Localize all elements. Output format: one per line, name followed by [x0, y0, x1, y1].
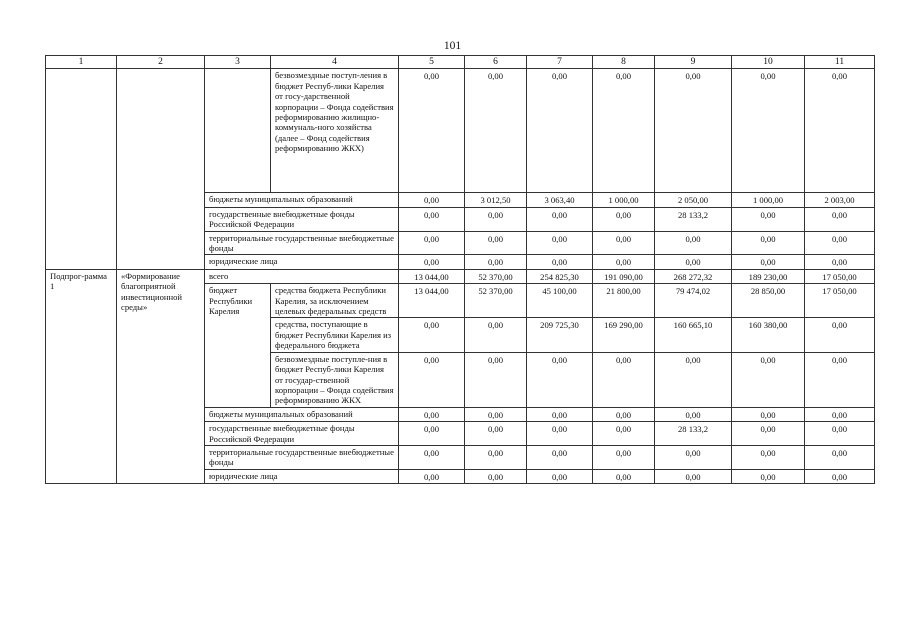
source-desc: безвозмездные поступле-ния в бюджет Респуб-лики Карелия от государ-ственной корпорации – Фонда содействия реформированию ЖКХ — [271, 352, 399, 407]
value-cell: 0,00 — [465, 469, 527, 483]
value-cell: 0,00 — [655, 407, 732, 421]
value-cell: 1 000,00 — [593, 193, 655, 207]
value-cell: 0,00 — [527, 207, 593, 231]
source-label: государственные внебюджетные фонды Российской Федерации — [205, 207, 399, 231]
budget-table — [45, 55, 875, 484]
value-cell: 0,00 — [399, 193, 465, 207]
value-cell: 189 230,00 — [732, 269, 805, 283]
source-desc: безвозмездные поступ-ления в бюджет Респуб-лики Карелия от госу-дарственной корпорации – Фонда содействия реформированию жилищно-коммуналь-ного хозяйства (далее – Фонд содействия реформированию ЖКХ) — [271, 69, 399, 193]
source-desc: средства, поступающие в бюджет Республики Карелия из федерального бюджета — [271, 318, 399, 352]
empty-cell — [205, 69, 271, 193]
col-header: 5 — [399, 56, 465, 69]
value-cell: 0,00 — [805, 318, 875, 352]
value-cell: 0,00 — [465, 445, 527, 469]
subprogram-title: «Формирование благоприятной инвестиционной среды» — [117, 269, 205, 483]
value-cell: 0,00 — [655, 69, 732, 193]
col-header: 7 — [527, 56, 593, 69]
value-cell: 0,00 — [465, 231, 527, 255]
col-header: 9 — [655, 56, 732, 69]
value-cell: 0,00 — [593, 352, 655, 407]
value-cell: 17 050,00 — [805, 269, 875, 283]
value-cell: 0,00 — [527, 445, 593, 469]
value-cell: 254 825,30 — [527, 269, 593, 283]
value-cell: 28 133,2 — [655, 207, 732, 231]
value-cell: 0,00 — [465, 422, 527, 446]
value-cell: 28 850,00 — [732, 284, 805, 318]
value-cell: 0,00 — [732, 352, 805, 407]
col-header: 2 — [117, 56, 205, 69]
value-cell: 0,00 — [465, 255, 527, 269]
value-cell: 191 090,00 — [593, 269, 655, 283]
value-cell: 0,00 — [527, 469, 593, 483]
value-cell: 0,00 — [805, 422, 875, 446]
value-cell: 0,00 — [732, 422, 805, 446]
value-cell: 0,00 — [465, 352, 527, 407]
value-cell: 0,00 — [732, 469, 805, 483]
value-cell: 0,00 — [805, 469, 875, 483]
value-cell: 0,00 — [593, 407, 655, 421]
value-cell: 0,00 — [399, 469, 465, 483]
value-cell: 52 370,00 — [465, 284, 527, 318]
value-cell: 0,00 — [399, 255, 465, 269]
value-cell: 0,00 — [593, 255, 655, 269]
value-cell: 0,00 — [593, 207, 655, 231]
source-label: территориальные государственные внебюджетные фонды — [205, 231, 399, 255]
value-cell: 0,00 — [655, 352, 732, 407]
value-cell: 0,00 — [593, 69, 655, 193]
value-cell: 0,00 — [527, 407, 593, 421]
value-cell: 1 000,00 — [732, 193, 805, 207]
col-header: 1 — [46, 56, 117, 69]
value-cell: 0,00 — [399, 445, 465, 469]
value-cell: 52 370,00 — [465, 269, 527, 283]
value-cell: 0,00 — [527, 422, 593, 446]
source-label: бюджеты муниципальных образований — [205, 407, 399, 421]
value-cell: 21 800,00 — [593, 284, 655, 318]
value-cell: 0,00 — [593, 422, 655, 446]
value-cell: 0,00 — [399, 422, 465, 446]
budget-label: бюджет Республики Карелия — [205, 284, 271, 407]
column-number-row — [46, 56, 875, 69]
value-cell: 0,00 — [732, 69, 805, 193]
value-cell: 0,00 — [527, 255, 593, 269]
source-label: территориальные государственные внебюджетные фонды — [205, 445, 399, 469]
value-cell: 79 474,02 — [655, 284, 732, 318]
value-cell: 0,00 — [655, 231, 732, 255]
col-header: 8 — [593, 56, 655, 69]
value-cell: 0,00 — [805, 445, 875, 469]
value-cell: 0,00 — [399, 318, 465, 352]
value-cell: 0,00 — [732, 207, 805, 231]
col-header: 11 — [805, 56, 875, 69]
value-cell: 0,00 — [399, 69, 465, 193]
value-cell: 0,00 — [805, 407, 875, 421]
page-number: 101 — [443, 40, 462, 52]
source-label: юридические лица — [205, 255, 399, 269]
value-cell: 0,00 — [399, 407, 465, 421]
value-cell: 0,00 — [527, 69, 593, 193]
empty-cell — [117, 69, 205, 269]
value-cell: 0,00 — [399, 231, 465, 255]
value-cell: 0,00 — [805, 231, 875, 255]
value-cell: 0,00 — [593, 469, 655, 483]
value-cell: 0,00 — [805, 255, 875, 269]
source-label: бюджеты муниципальных образований — [205, 193, 399, 207]
value-cell: 0,00 — [399, 352, 465, 407]
value-cell: 0,00 — [465, 207, 527, 231]
table-row — [46, 69, 875, 193]
empty-cell — [46, 69, 117, 269]
value-cell: 17 050,00 — [805, 284, 875, 318]
value-cell: 0,00 — [593, 231, 655, 255]
value-cell: 0,00 — [805, 352, 875, 407]
value-cell: 0,00 — [732, 407, 805, 421]
source-label: всего — [205, 269, 399, 283]
value-cell: 160 665,10 — [655, 318, 732, 352]
value-cell: 13 044,00 — [399, 284, 465, 318]
value-cell: 0,00 — [465, 318, 527, 352]
value-cell: 0,00 — [732, 445, 805, 469]
value-cell: 2 003,00 — [805, 193, 875, 207]
value-cell: 0,00 — [399, 207, 465, 231]
value-cell: 160 380,00 — [732, 318, 805, 352]
table-row — [46, 269, 875, 283]
value-cell: 2 050,00 — [655, 193, 732, 207]
value-cell: 0,00 — [805, 69, 875, 193]
value-cell: 13 044,00 — [399, 269, 465, 283]
value-cell: 28 133,2 — [655, 422, 732, 446]
value-cell: 0,00 — [732, 231, 805, 255]
col-header: 4 — [271, 56, 399, 69]
value-cell: 169 290,00 — [593, 318, 655, 352]
col-header: 3 — [205, 56, 271, 69]
value-cell: 0,00 — [732, 255, 805, 269]
col-header: 6 — [465, 56, 527, 69]
value-cell: 3 012,50 — [465, 193, 527, 207]
value-cell: 0,00 — [655, 445, 732, 469]
subprogram-cell: Подпрог-рамма 1 — [46, 269, 117, 483]
value-cell: 268 272,32 — [655, 269, 732, 283]
source-desc: средства бюджета Республики Карелия, за исключением целевых федеральных средств — [271, 284, 399, 318]
col-header: 10 — [732, 56, 805, 69]
value-cell: 0,00 — [655, 469, 732, 483]
value-cell: 45 100,00 — [527, 284, 593, 318]
value-cell: 209 725,30 — [527, 318, 593, 352]
value-cell: 0,00 — [593, 445, 655, 469]
value-cell: 0,00 — [527, 231, 593, 255]
value-cell: 0,00 — [655, 255, 732, 269]
value-cell: 0,00 — [805, 207, 875, 231]
value-cell: 0,00 — [527, 352, 593, 407]
value-cell: 3 063,40 — [527, 193, 593, 207]
source-label: государственные внебюджетные фонды Российской Федерации — [205, 422, 399, 446]
value-cell: 0,00 — [465, 407, 527, 421]
source-label: юридические лица — [205, 469, 399, 483]
value-cell: 0,00 — [465, 69, 527, 193]
